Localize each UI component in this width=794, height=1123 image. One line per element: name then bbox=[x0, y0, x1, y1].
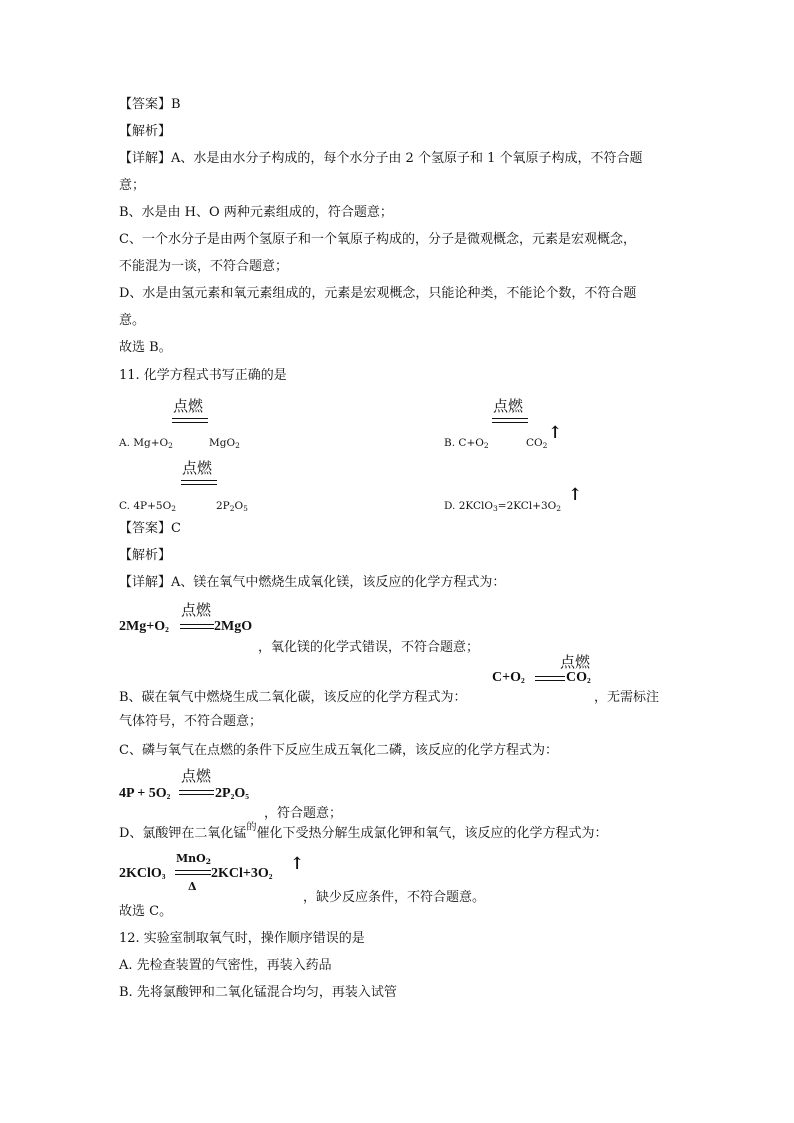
condition-label-b: 点燃 bbox=[493, 397, 524, 415]
equation-b-left: $C+O_2$ bbox=[492, 670, 525, 685]
detail-label: 【详解】 bbox=[119, 575, 172, 590]
analysis-label: 【解析】 bbox=[119, 124, 172, 139]
equals-bar-b bbox=[492, 418, 528, 423]
detail-comment-a: ，氧化镁的化学式错误，不符合题意； bbox=[258, 640, 480, 655]
question-12-option-a: A. 先检查装置的气密性，再装入药品 bbox=[119, 958, 332, 973]
option-a: A. $Mg+O_2$ bbox=[119, 437, 173, 450]
gas-arrow-eq-d: ↑ bbox=[290, 854, 305, 874]
detail-comment-d: ，缺少反应条件，不符合题意。 bbox=[303, 890, 486, 905]
option-b: B. $C+O_2$ bbox=[444, 437, 489, 450]
detail-comment-c: ，符合题意； bbox=[264, 806, 343, 821]
detail-line-c: C、磷与氧气在点燃的条件下反应生成五氧化二磷，该反应的化学方程式为： bbox=[119, 743, 558, 758]
equation-a-right: 2MgO bbox=[214, 619, 253, 634]
analysis-label-q11: 【解析】 bbox=[119, 548, 172, 563]
equation-c-condition: 点燃 bbox=[181, 767, 212, 785]
detail-label: 【详解】 bbox=[119, 151, 172, 166]
equation-d-right: $2KCl+3O_2$ bbox=[211, 866, 273, 881]
answer-label: 【答案】 bbox=[119, 521, 172, 536]
answer-line-q11 bbox=[119, 520, 181, 538]
answer-value: B bbox=[171, 97, 181, 112]
answer-value: C bbox=[171, 521, 181, 536]
equation-d-catalyst: MnO$_2$ bbox=[176, 852, 211, 866]
equation-d-left: 2KClO$_3$ bbox=[119, 866, 166, 881]
condition-label-c: 点燃 bbox=[182, 459, 213, 477]
equation-d-heat: Δ bbox=[188, 880, 197, 893]
detail-line-c1: C、一个水分子是由两个氢原子和一个氧原子构成的，分子是微观概念，元素是宏观概念， bbox=[119, 232, 636, 247]
conclusion-q11: 故选 C。 bbox=[119, 904, 173, 919]
detail-line-a1 bbox=[119, 150, 642, 168]
detail-comment-b2: 气体符号，不符合题意； bbox=[119, 714, 263, 729]
detail-line-a: 【详解】A、镁在氧气中燃烧生成氧化镁，该反应的化学方程式为： bbox=[119, 575, 506, 590]
equals-bar-a bbox=[172, 418, 208, 423]
equation-a-bar bbox=[180, 624, 214, 629]
detail-line-b: B、水是由 H、O 两种元素组成的，符合题意； bbox=[119, 205, 393, 220]
detail-text-a: A、水是由水分子构成的，每个水分子由 2 个氢原子和 1 个氧原子构成，不符合题 bbox=[171, 151, 643, 166]
condition-label-a: 点燃 bbox=[173, 397, 204, 415]
equation-d-bar bbox=[175, 870, 211, 875]
equation-a-left: $2Mg+O_2$ bbox=[119, 619, 169, 634]
option-b-product: $CO_2$ bbox=[526, 437, 548, 450]
answer-label: 【答案】 bbox=[119, 97, 172, 112]
conclusion-q10: 故选 B。 bbox=[119, 340, 172, 355]
question-11-stem: 11. 化学方程式书写正确的是 bbox=[119, 368, 287, 383]
detail-line-d: D、氯酸钾在二氧化锰$^的$催化下受热分解生成氯化钾和氧气，该反应的化学方程式为： bbox=[119, 822, 608, 841]
equation-c-right: $2P_2O_5$ bbox=[215, 786, 249, 801]
question-12-option-b: B. 先将氯酸钾和二氧化锰混合均匀，再装入试管 bbox=[119, 985, 397, 1000]
equation-c-left: $4P + 5O_2$ bbox=[119, 786, 171, 801]
gas-arrow-b: ↑ bbox=[548, 423, 563, 443]
option-a-product: MgO$_2$ bbox=[209, 437, 240, 450]
equation-a-condition: 点燃 bbox=[181, 601, 212, 619]
option-c: C. $4P+5O_2$ bbox=[119, 500, 176, 513]
equation-b-bar bbox=[535, 676, 565, 681]
detail-line-d1: D、水是由氢元素和氧元素组成的，元素是宏观概念，只能论种类，不能论个数，不符合题 bbox=[119, 286, 637, 301]
equation-b-right: $CO_2$ bbox=[566, 670, 591, 685]
detail-line-a2: 意； bbox=[119, 178, 146, 193]
detail-comment-b: ，无需标注 bbox=[594, 690, 660, 705]
equals-bar-c bbox=[181, 480, 217, 485]
detail-line-b: B、碳在氧气中燃烧生成二氧化碳，该反应的化学方程式为： bbox=[119, 690, 467, 705]
gas-arrow-d: ↑ bbox=[568, 485, 583, 505]
detail-line-c2: 不能混为一谈，不符合题意； bbox=[119, 259, 289, 274]
option-c-product: $2P_2O_5$ bbox=[216, 500, 248, 513]
equation-c-bar bbox=[179, 790, 214, 795]
option-d: D. $2KClO_3=2KCl+3O_2$ bbox=[444, 500, 562, 513]
answer-line bbox=[119, 96, 181, 114]
equation-b-condition: 点燃 bbox=[560, 653, 591, 671]
detail-line-d2: 意。 bbox=[119, 313, 146, 328]
question-12-stem: 12. 实验室制取氧气时，操作顺序错误的是 bbox=[119, 931, 365, 946]
